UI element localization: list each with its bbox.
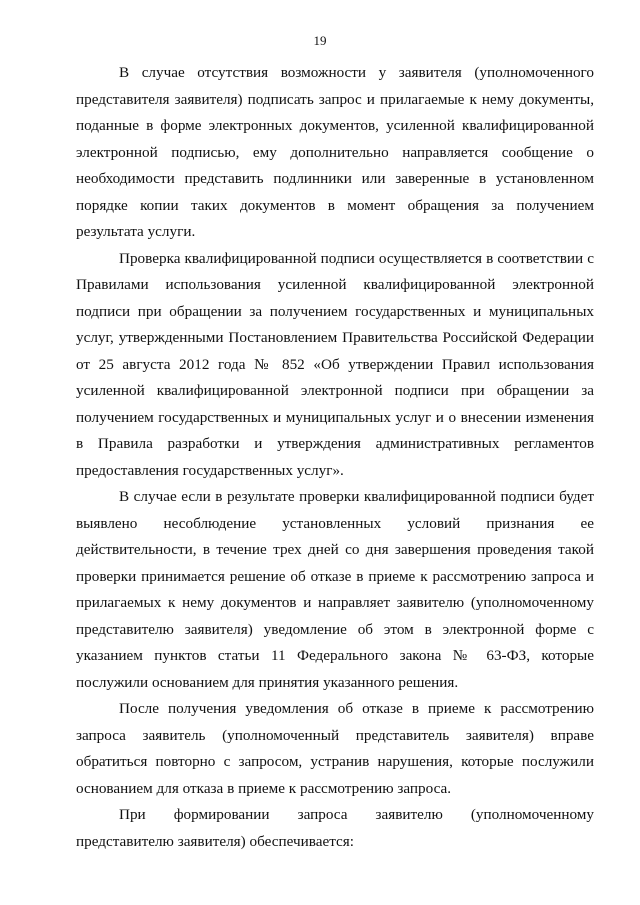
paragraph-repeat-submission: После получения уведомления об отказе в приеме к рассмотрению запроса заявитель (уполномоченный представитель заявителя) вправе обратиться повторно с запросом, устранив нарушения, которые послужили основанием для отказа в приеме к рассмотрению запроса. xyxy=(76,700,594,797)
paragraph-signature-check-failure: В случае если в результате проверки квалифицированной подписи будет выявлено несоблюдение установленных условий признания ее действительности, в течение трех дней со дня завершения проведения такой проверки принимается решение об отказе в приеме к рассмотрению запроса и прилагаемых к нему документов и направляет заявителю (уполномоченному представителю заявителя) уведомление об этом в электронной форме с указанием пунктов статьи 11 Федерального закона № 63-ФЗ, которые послужили основанием для принятия указанного решения. xyxy=(76,488,594,691)
paragraph-request-formation: При формировании запроса заявителю (уполномоченному представителю заявителя) обеспечивается: xyxy=(76,806,594,850)
page-number: 19 xyxy=(313,33,327,48)
document-body xyxy=(76,60,594,855)
paragraph-signature-unavailable: В случае отсутствия возможности у заявителя (уполномоченного представителя заявителя) подписать запрос и прилагаемые к нему документы, поданные в форме электронных документов, усиленной квалифицированной электронной подписью, ему дополнительно направляется сообщение о необходимости представить подлинники или заверенные в установленном порядке копии таких документов в момент обращения за получением результата услуги. xyxy=(76,64,594,240)
paragraph-signature-verification-rules: Проверка квалифицированной подписи осуществляется в соответствии с Правилами использования усиленной квалифицированной электронной подписи при обращении за получением государственных и муниципальных услуг, утвержденными Постановлением Правительства Российской Федерации от 25 августа 2012 года № 852 «Об утверждении Правил использования усиленной квалифицированной электронной подписи при обращении за получением государственных и муниципальных услуг и о внесении изменения в Правила разработки и утверждения административных регламентов предоставления государственных услуг». xyxy=(76,249,594,479)
